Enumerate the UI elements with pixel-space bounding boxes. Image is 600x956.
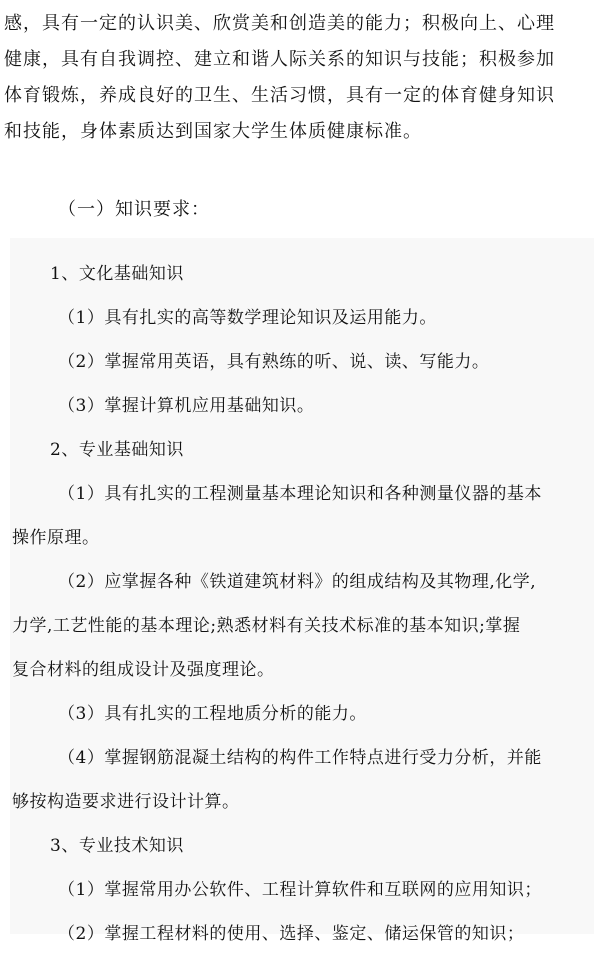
list-item: （3）具有扎实的工程地质分析的能力。: [58, 704, 367, 724]
list-item: （2）应掌握各种《铁道建筑材料》的组成结构及其物理,化学,: [58, 572, 537, 592]
list-item: （1）具有扎实的高等数学理论知识及运用能力。: [58, 308, 437, 328]
list-item-continuation: 够按构造要求进行设计计算。: [12, 792, 240, 812]
subsection-heading: 3、专业技术知识: [50, 836, 184, 856]
intro-line: 健康，具有自我调控、建立和谐人际关系的知识与技能；积极参加: [4, 49, 555, 70]
list-item: （1）具有扎实的工程测量基本理论知识和各种测量仪器的基本: [58, 484, 542, 504]
list-item: （2）掌握工程材料的使用、选择、鉴定、储运保管的知识；: [58, 924, 525, 944]
list-item-continuation: 操作原理。: [12, 528, 100, 548]
list-item-continuation: 力学,工艺性能的基本理论;熟悉材料有关技术标准的基本知识;掌握: [12, 616, 521, 636]
intro-line: 和技能，身体素质达到国家大学生体质健康标准。: [4, 121, 422, 142]
section-heading: （一）知识要求：: [58, 199, 210, 220]
list-item: （2）掌握常用英语，具有熟练的听、说、读、写能力。: [58, 352, 490, 372]
list-item-continuation: 复合材料的组成设计及强度理论。: [12, 660, 275, 680]
list-item: （1）掌握常用办公软件、工程计算软件和互联网的应用知识；: [58, 880, 542, 900]
list-item: （3）掌握计算机应用基础知识。: [58, 396, 315, 416]
intro-line: 感，具有一定的认识美、欣赏美和创造美的能力；积极向上、心理: [4, 13, 555, 34]
intro-paragraph: [4, 6, 596, 150]
subsection-heading: 2、专业基础知识: [50, 440, 184, 460]
list-item: （4）掌握钢筋混凝土结构的构件工作特点进行受力分析，并能: [58, 748, 542, 768]
subsection-heading: 1、文化基础知识: [50, 264, 184, 284]
intro-line: 体育锻炼，养成良好的卫生、生活习惯，具有一定的体育健身知识: [4, 85, 555, 106]
